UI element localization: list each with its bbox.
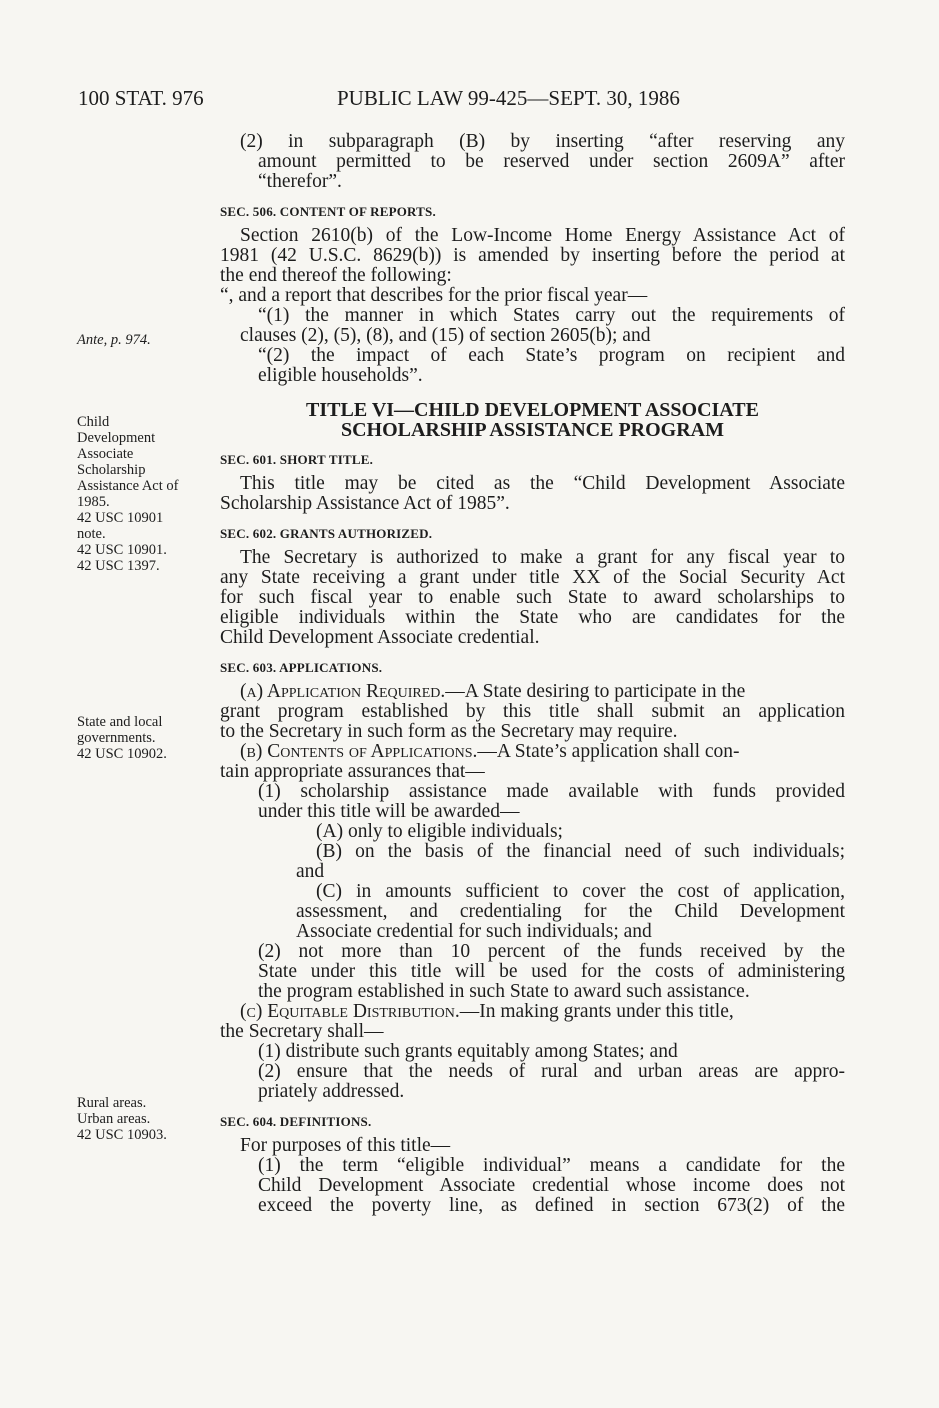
text-line: under this title will be awarded— xyxy=(258,801,520,822)
text-line: clauses (2), (5), (8), and (15) of section 2605(b); and xyxy=(240,325,651,346)
text-line: and xyxy=(296,861,325,882)
text-line: assessment, and credentialing for the Child Development xyxy=(296,901,845,922)
page-header-title: PUBLIC LAW 99-425—SEPT. 30, 1986 xyxy=(337,86,680,110)
text-line: Associate credential for such individuals; and xyxy=(296,921,652,942)
text-line: (a) Application Required.—A State desiring to participate in the xyxy=(240,681,746,702)
text-line: priately addressed. xyxy=(258,1081,405,1102)
text-line: the program established in such State to award such assistance. xyxy=(258,981,750,1002)
text-line: (1) the term “eligible individual” means a candidate for the xyxy=(258,1155,845,1176)
text-line: Child Development Associate credential whose income does not xyxy=(258,1175,845,1196)
text-line: the end thereof the following: xyxy=(220,265,452,286)
text-line: “therefor”. xyxy=(258,171,342,192)
text-line: “(2) the impact of each State’s program on recipient and xyxy=(258,345,845,366)
section-heading-604: SEC. 604. DEFINITIONS. xyxy=(220,1114,372,1129)
text-line: tain appropriate assurances that— xyxy=(220,761,485,782)
text-line: State under this title will be used for the costs of administering xyxy=(258,961,845,982)
text-line: (B) on the basis of the financial need of such individuals; xyxy=(316,841,845,862)
text-line: eligible households”. xyxy=(258,365,423,386)
text-line: grant program established by this title shall submit an application xyxy=(220,701,845,722)
document-body xyxy=(220,132,845,1216)
text-line: eligible individuals within the State who are candidates for the xyxy=(220,607,845,628)
text-line: any State receiving a grant under title XX of the Social Security Act xyxy=(220,567,845,588)
text-line: Scholarship Assistance Act of 1985”. xyxy=(220,493,510,514)
text-line: (1) distribute such grants equitably among States; and xyxy=(258,1041,678,1062)
text-line: for such fiscal year to enable such State to award scholarships to xyxy=(220,587,845,608)
text-line: exceed the poverty line, as defined in section 673(2) of the xyxy=(258,1195,845,1216)
text-line: (2) not more than 10 percent of the funds received by the xyxy=(258,941,845,962)
margin-note-rural-urban: Rural areas. Urban areas. 42 USC 10903. xyxy=(77,1095,167,1143)
text-line: to the Secretary in such form as the Secretary may require. xyxy=(220,721,678,742)
text-line: “, and a report that describes for the prior fiscal year— xyxy=(220,285,648,306)
margin-note-ante: Ante, p. 974. xyxy=(77,332,151,348)
text-line: amount permitted to be reserved under section 2609A” after xyxy=(258,151,845,172)
text-line: (C) in amounts sufficient to cover the cost of application, xyxy=(316,881,845,902)
section-heading-602: SEC. 602. GRANTS AUTHORIZED. xyxy=(220,526,433,541)
text-line: (2) ensure that the needs of rural and urban areas are appro- xyxy=(258,1061,845,1082)
text-line: (1) scholarship assistance made available with funds provided xyxy=(258,781,845,802)
text-line: Section 2610(b) of the Low-Income Home Energy Assistance Act of xyxy=(240,225,845,246)
text-line: “(1) the manner in which States carry out the requirements of xyxy=(258,305,845,326)
section-heading-506: SEC. 506. CONTENT OF REPORTS. xyxy=(220,204,436,219)
text-line: This title may be cited as the “Child Development Associate xyxy=(240,473,845,494)
text-line: (c) Equitable Distribution.—In making grants under this title, xyxy=(240,1001,734,1022)
section-heading-601: SEC. 601. SHORT TITLE. xyxy=(220,452,374,467)
margin-note-child-development: Child Development Associate Scholarship Assistance Act of 1985. 42 USC 10901 note. 42 USC 10901. 42 USC 1397. xyxy=(77,414,179,574)
text-line: (2) in subparagraph (B) by inserting “after reserving any xyxy=(240,131,845,152)
text-line: 1981 (42 U.S.C. 8629(b)) is amended by inserting before the period at xyxy=(220,245,845,266)
text-line: The Secretary is authorized to make a grant for any fiscal year to xyxy=(240,547,845,568)
text-line: (b) Contents of Applications.—A State’s application shall con- xyxy=(240,741,740,762)
margin-note-state-local: State and local governments. 42 USC 10902. xyxy=(77,714,167,762)
text-line: the Secretary shall— xyxy=(220,1021,384,1042)
text-line: Child Development Associate credential. xyxy=(220,627,540,648)
section-heading-603: SEC. 603. APPLICATIONS. xyxy=(220,660,383,675)
text-line: For purposes of this title— xyxy=(240,1135,451,1156)
text-line: (A) only to eligible individuals; xyxy=(316,821,563,842)
page-header-stat: 100 STAT. 976 xyxy=(78,86,204,110)
title-vi-heading: TITLE VI—CHILD DEVELOPMENT ASSOCIATE SCHOLARSHIP ASSISTANCE PROGRAM xyxy=(306,399,759,441)
